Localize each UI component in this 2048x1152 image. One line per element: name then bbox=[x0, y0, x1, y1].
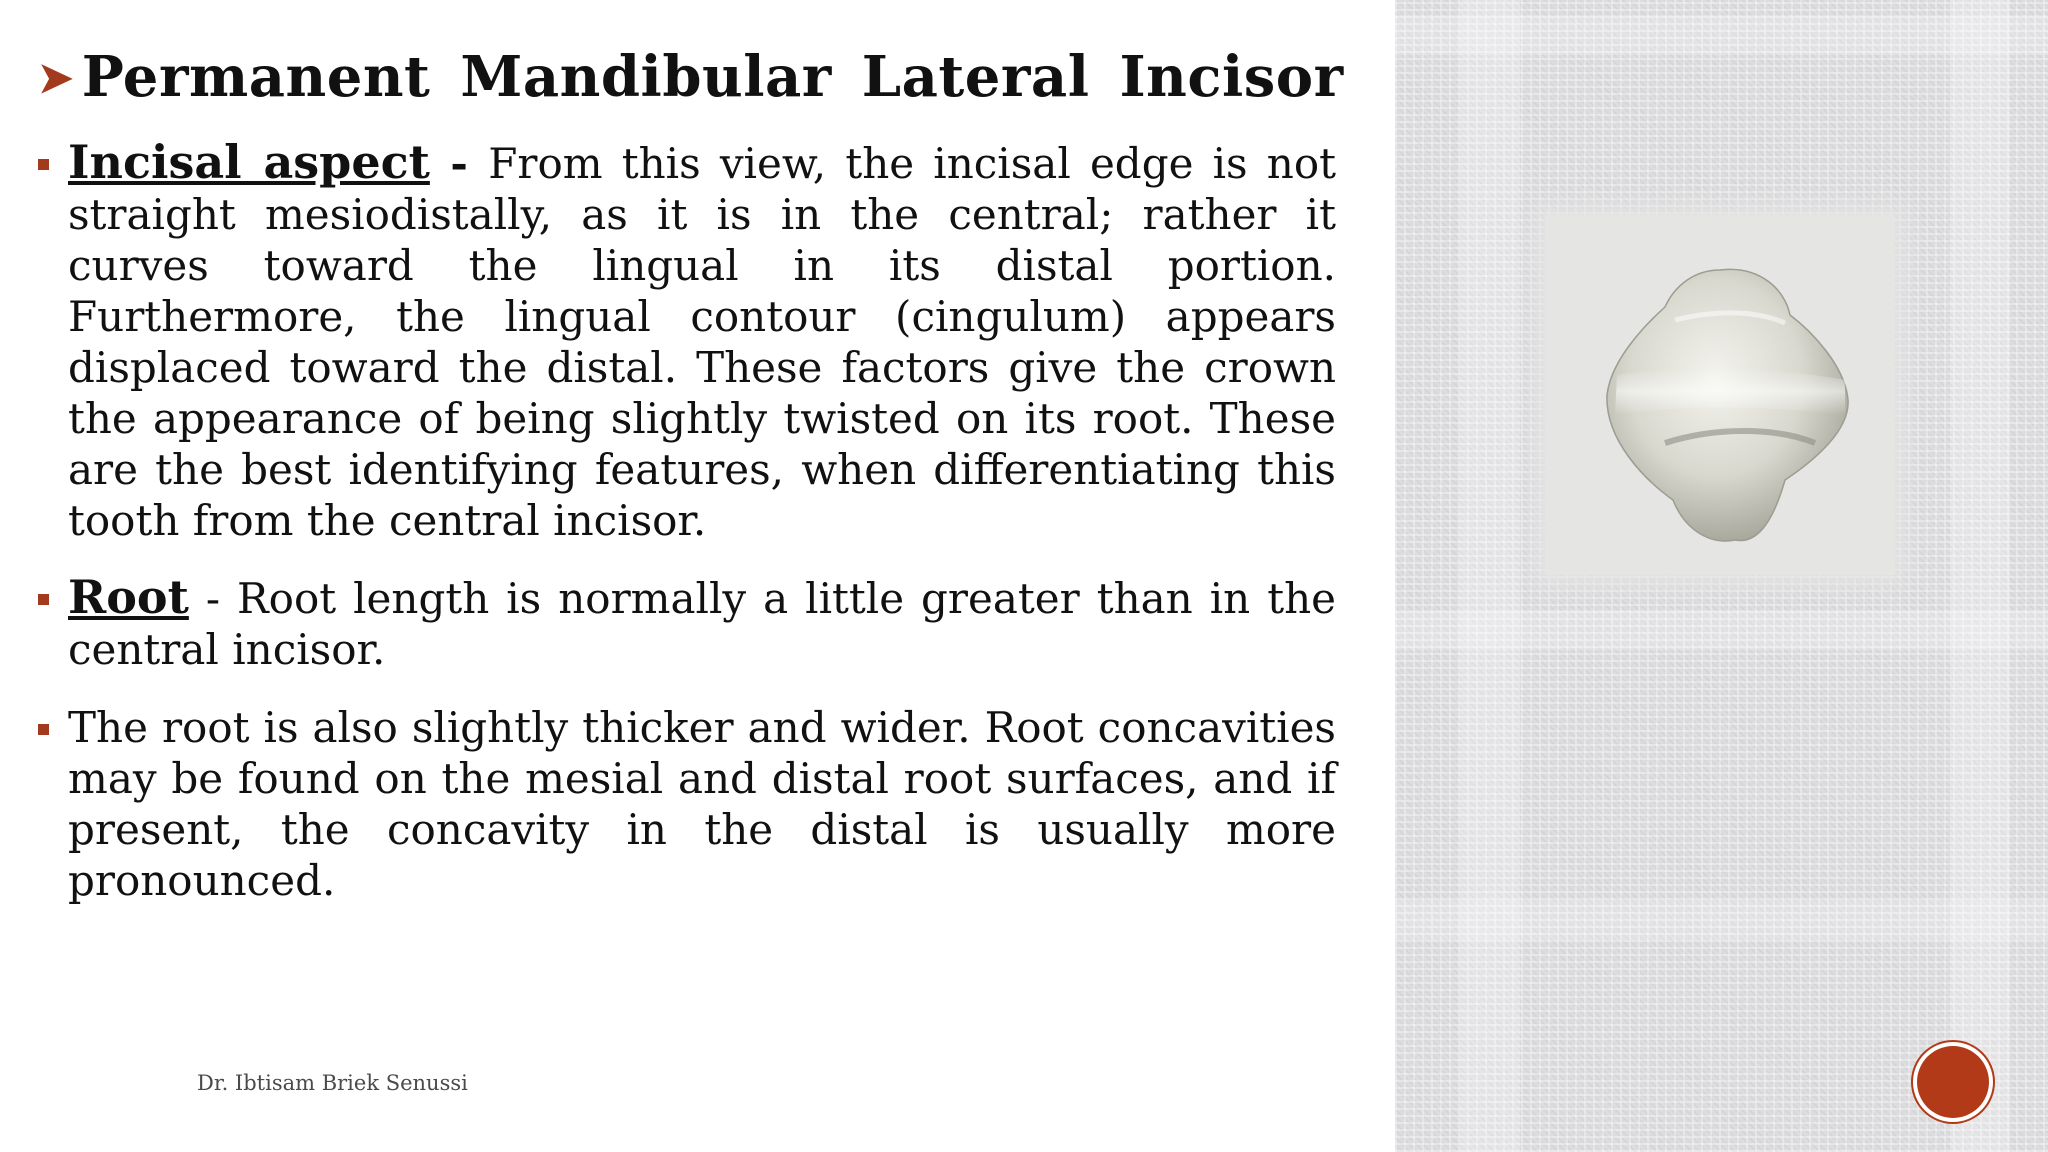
bullet-root bbox=[38, 572, 1336, 675]
slide-footer-author: Dr. Ibtisam Briek Senussi bbox=[197, 1071, 468, 1095]
decorative-texture-panel bbox=[1395, 0, 2048, 1152]
bullet-text bbox=[68, 702, 1336, 906]
arrow-bullet-icon: ➤ bbox=[38, 52, 74, 102]
square-bullet-icon bbox=[38, 724, 49, 735]
bullet-text bbox=[68, 572, 1336, 675]
slide-title bbox=[38, 44, 1344, 110]
bullet-body: The root is also slightly thicker and wider. Root concavities may be found on the mesial and distal root surfaces, and if present, the concavity in the distal is usually more pronounced. bbox=[68, 703, 1336, 905]
texture-band bbox=[1395, 900, 2048, 940]
bullet-root-concavities bbox=[38, 702, 1336, 906]
bullet-text bbox=[68, 137, 1336, 546]
bullet-term: Root bbox=[68, 570, 189, 624]
bullet-body: Root length is normally a little greater than in the central incisor. bbox=[68, 574, 1336, 674]
texture-band bbox=[1460, 0, 1520, 1152]
square-bullet-icon bbox=[38, 159, 49, 170]
bullet-separator: - bbox=[429, 139, 489, 188]
texture-band bbox=[1395, 610, 2048, 650]
texture-band bbox=[1950, 0, 2010, 1152]
bullet-term: Incisal aspect bbox=[68, 135, 430, 189]
texture-band bbox=[1395, 15, 2048, 55]
bullet-incisal-aspect bbox=[38, 137, 1336, 546]
slide-nav-button[interactable] bbox=[1917, 1046, 1989, 1118]
square-bullet-icon bbox=[38, 594, 49, 605]
bullet-separator: - bbox=[188, 574, 238, 623]
slide-title-text: Permanent Mandibular Lateral Incisor bbox=[81, 44, 1344, 110]
tooth-incisal-view-image bbox=[1545, 215, 1895, 575]
bullet-body: From this view, the incisal edge is not straight mesiodistally, as it is in the central; rather it curves toward the lingual in its distal portion. Furthermore, the lingual contour (cingulum) appears displaced toward the distal. These factors give the crown the appearance of being slightly twisted on its root. These are the best identifying features, when differentiating this tooth from the central incisor. bbox=[68, 139, 1336, 545]
